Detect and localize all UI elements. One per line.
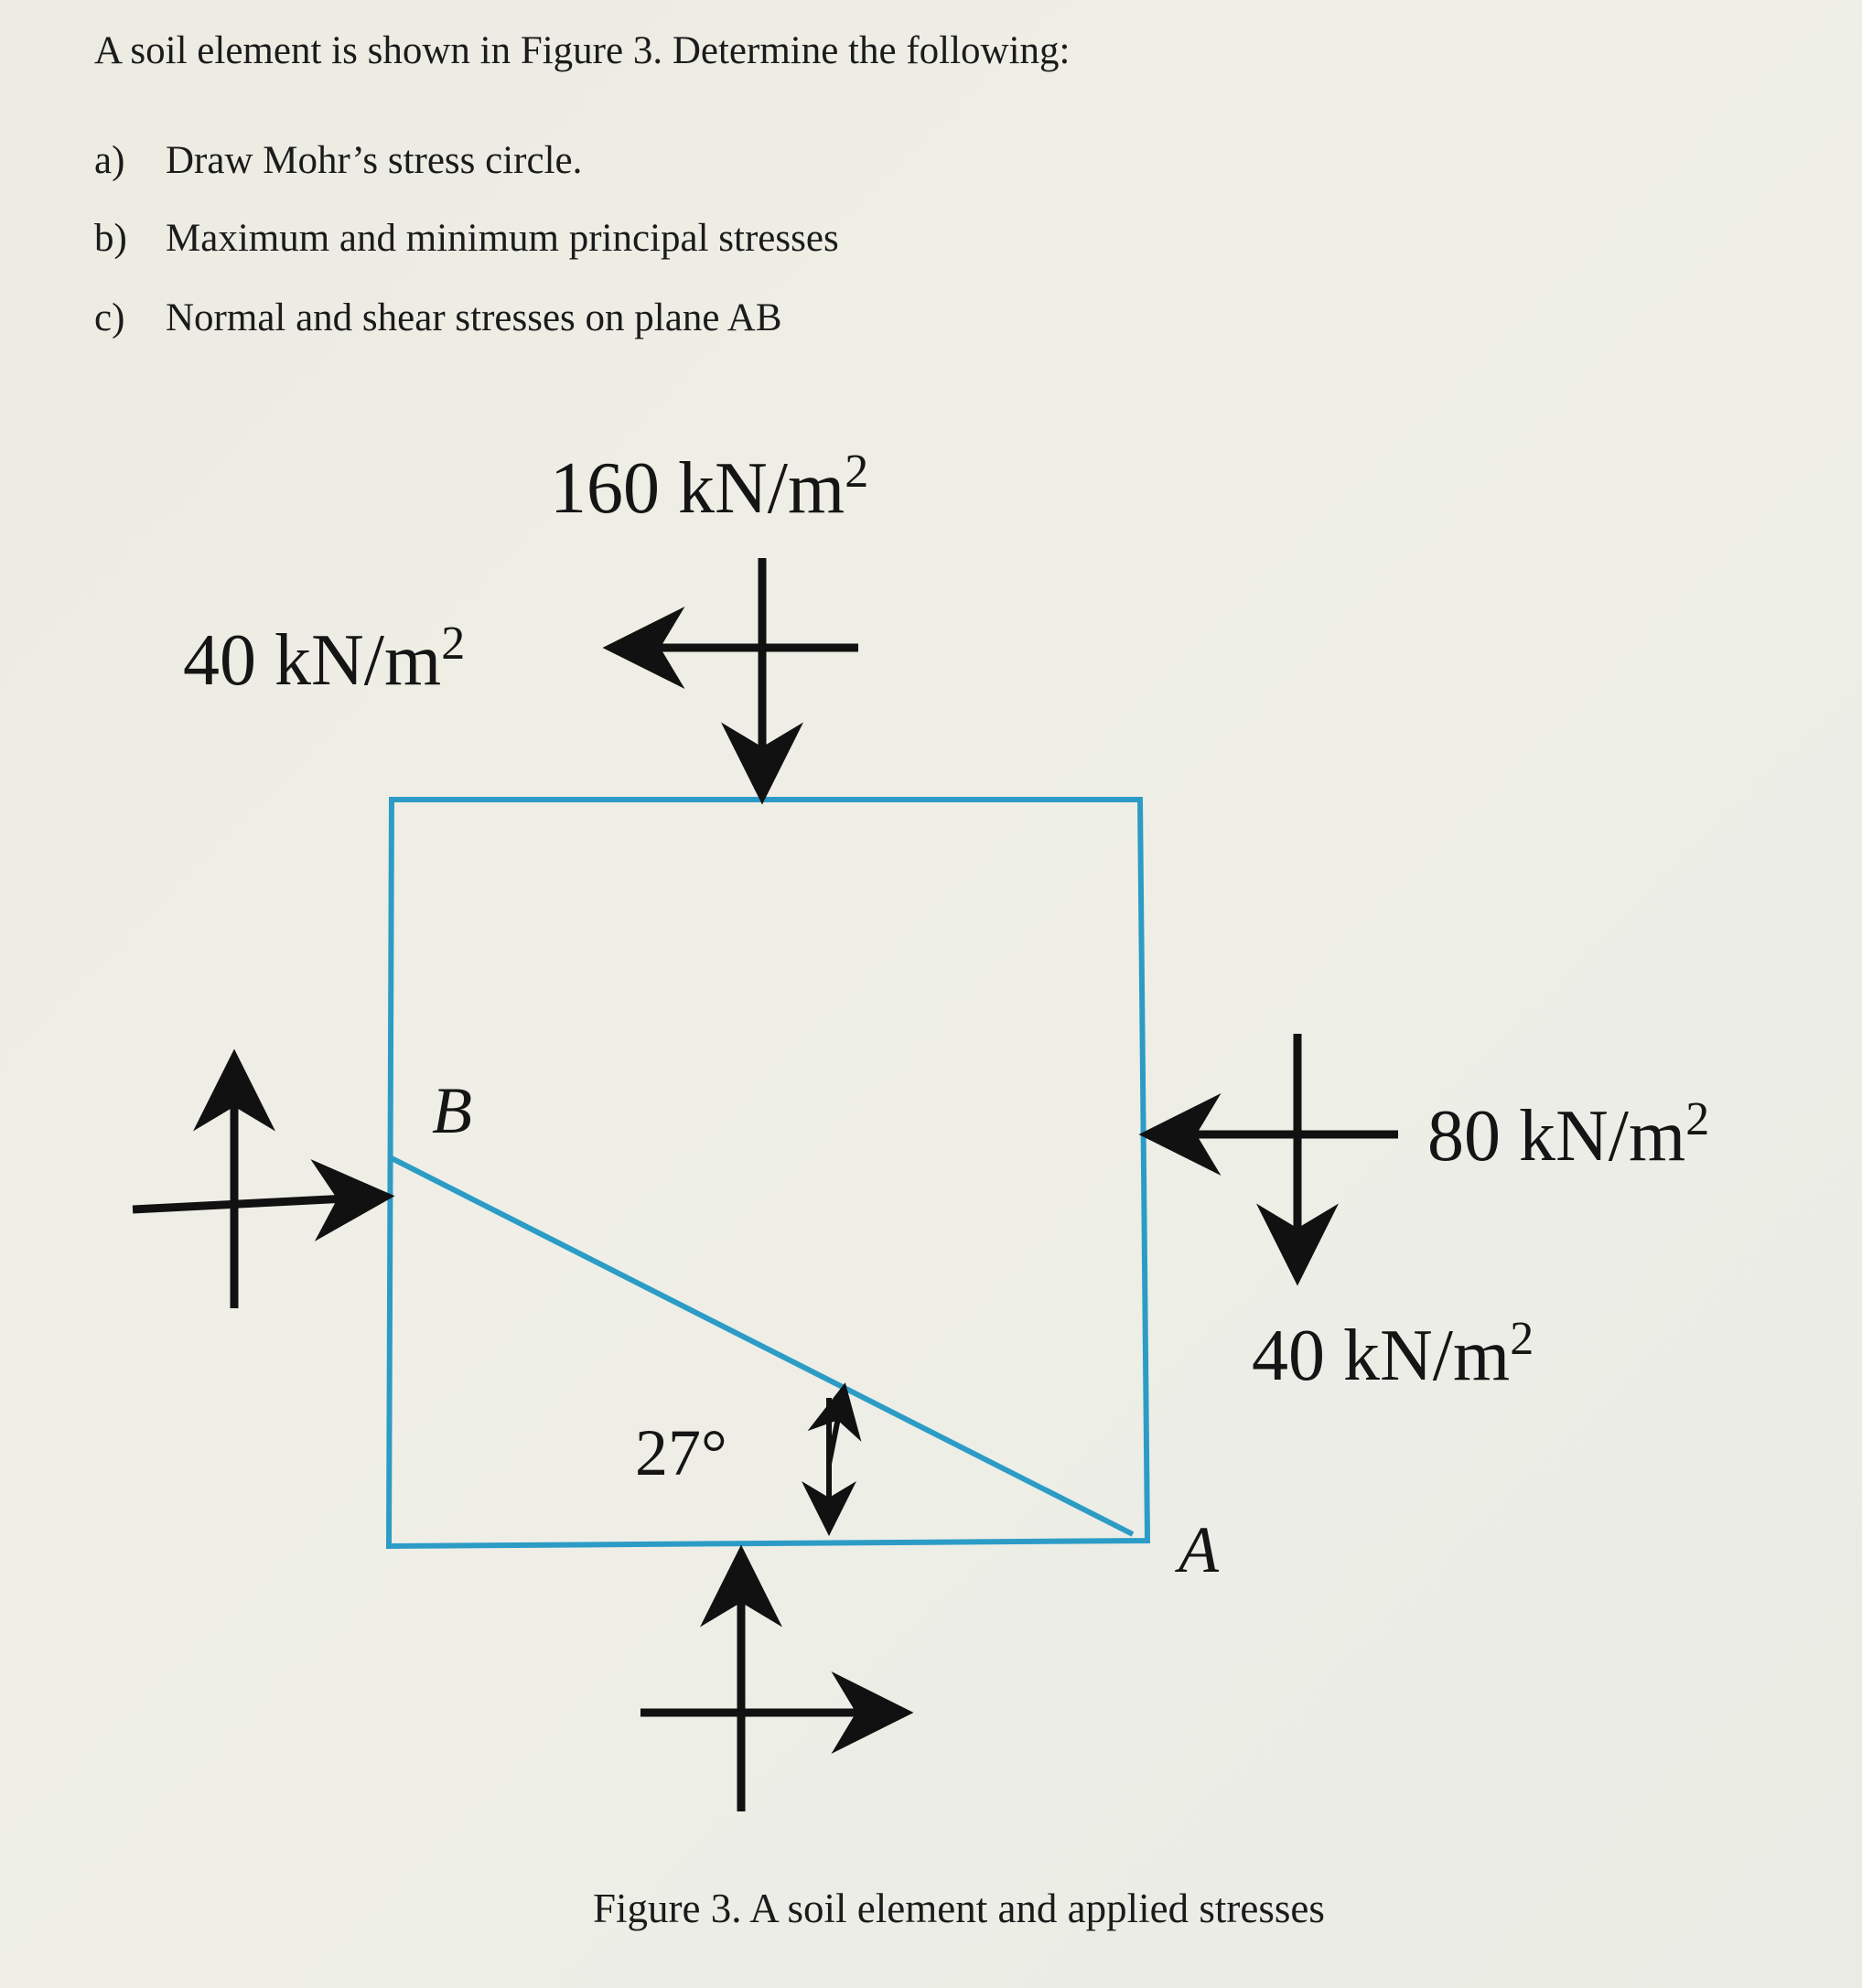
question-letter-b: b) — [94, 217, 127, 260]
top-normal-stress-label: 160 $kN/m^2$ — [550, 446, 869, 529]
point-a-label: A — [1179, 1513, 1219, 1586]
problem-intro: A soil element is shown in Figure 3. Determine the following: — [94, 29, 1071, 72]
right-shear-stress-label: 40 $kN/m^2$ — [1252, 1313, 1534, 1396]
soil-element-outline — [389, 800, 1147, 1546]
question-text-b: Maximum and minimum principal stresses — [166, 217, 839, 260]
right-normal-stress-label: 80 $kN/m^2$ — [1427, 1093, 1710, 1177]
plane-ab-line — [392, 1158, 1133, 1534]
top-stress-arrows — [615, 558, 858, 792]
question-letter-a: a) — [94, 139, 125, 182]
question-text-a: Draw Mohr’s stress circle. — [166, 139, 583, 182]
right-stress-arrows — [1151, 1034, 1398, 1273]
question-text-c: Normal and shear stresses on plane AB — [166, 296, 782, 339]
left-stress-arrows — [133, 1061, 382, 1308]
figure-caption: Figure 3. A soil element and applied stresses — [593, 1886, 1325, 1931]
point-b-label: B — [432, 1074, 472, 1147]
angle-label: 27° — [635, 1416, 727, 1489]
question-letter-c: c) — [94, 296, 125, 339]
left-normal-arrow — [133, 1197, 382, 1209]
bottom-stress-arrows — [640, 1557, 901, 1811]
angle-indicator-arrow — [829, 1391, 844, 1528]
top-shear-stress-label: 40 $kN/m^2$ — [183, 618, 466, 701]
